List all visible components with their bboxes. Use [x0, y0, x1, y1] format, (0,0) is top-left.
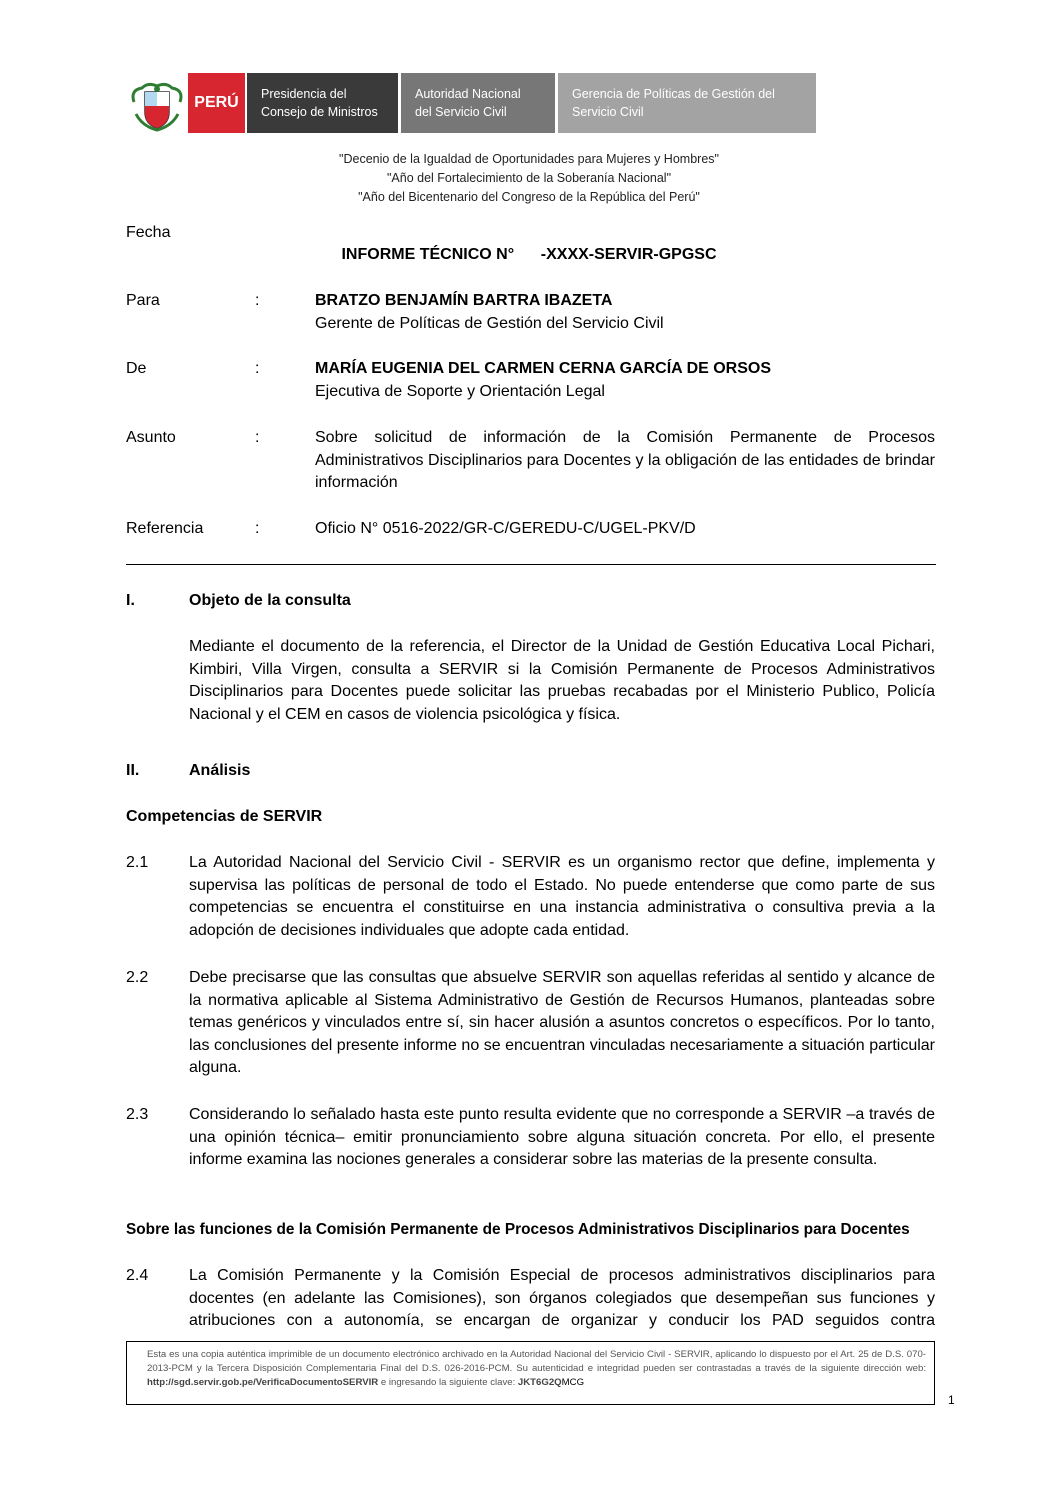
- para-label: Para: [126, 292, 160, 309]
- report-title: INFORME TÉCNICO N° -XXXX-SERVIR-GPGSC: [341, 246, 717, 263]
- decade-line-3: "Año del Bicentenario del Congreso de la República del Perú": [358, 190, 700, 204]
- asunto-colon: :: [255, 429, 260, 446]
- header-box-pcm: [247, 73, 398, 133]
- page-number: 1: [948, 1393, 955, 1407]
- verification-url[interactable]: http://sgd.servir.gob.pe/VerificaDocumentoSERVIR: [147, 1377, 379, 1388]
- header-box-pcm-line2: Consejo de Ministros: [261, 105, 378, 119]
- referencia-colon: :: [255, 520, 260, 537]
- verification-key: JKT6G2Q: [517, 1377, 562, 1388]
- peru-logo-text: PERÚ: [194, 94, 239, 111]
- asunto-text: Sobre solicitud de información de la Comisión Permanente de Procesos Administrativos Disciplinarios para Docentes y la obligación de las entidades de brindar información: [315, 429, 935, 492]
- authenticity-text-2: e ingresando la siguiente clave:: [378, 1377, 518, 1388]
- peru-logo: [188, 73, 245, 133]
- referencia-label: Referencia: [126, 520, 204, 537]
- section-1-text: Mediante el documento de la referencia, el Director de la Unidad de Gestión Educativa Local Pichari, Kimbiri, Villa Virgen, consulta a SERVIR si la Comisión Permanente de Procesos Administrativos Disciplinarios para Docentes puede solicitar las pruebas recabadas por el Ministerio Publico, Policía Nacional y el CEM en casos de violencia psicológica y física.: [189, 638, 935, 723]
- de-colon: :: [255, 360, 260, 377]
- de-role: Ejecutiva de Soporte y Orientación Legal: [315, 383, 605, 400]
- verification-suffix: MCG: [561, 1377, 585, 1388]
- de-label: De: [126, 360, 147, 377]
- subheading-funciones: Sobre las funciones de la Comisión Permanente de Procesos Administrativos Disciplinarios para Docentes: [126, 1221, 910, 1238]
- section-2-title: Análisis: [189, 762, 251, 779]
- fecha-label: Fecha: [126, 224, 171, 241]
- decade-line-2: "Año del Fortalecimiento de la Soberanía Nacional": [386, 171, 672, 185]
- referencia-text: Oficio N° 0516-2022/GR-C/GEREDU-C/UGEL-PKV/D: [315, 520, 696, 537]
- para-2-1-number: 2.1: [126, 854, 149, 871]
- header-box-gerencia: [558, 73, 816, 133]
- section-1-title: Objeto de la consulta: [189, 592, 351, 609]
- asunto-label: Asunto: [126, 429, 176, 446]
- decade-names: [0, 150, 1058, 207]
- para-2-4-text: La Comisión Permanente y la Comisión Especial de procesos administrativos disciplinarios para docentes (en adelante las Comisiones), son órganos colegiados que desempeñan sus funciones y atribuciones con a autonomía, se encargan de organizar y conducir los PAD seguidos contra: [189, 1267, 935, 1330]
- de-name: MARÍA EUGENIA DEL CARMEN CERNA GARCÍA DE ORSOS: [315, 360, 772, 377]
- section-2-number: II.: [126, 762, 140, 779]
- subheading-competencias: Competencias de SERVIR: [126, 808, 323, 825]
- para-2-1-text: La Autoridad Nacional del Servicio Civil - SERVIR es un organismo rector que define, implementa y supervisa las políticas de personal de todo el Estado. No puede entenderse que como parte de sus competencias se encuentra el constituirse en una instancia administrativa o consultiva previa a la adopción de decisiones individuales que adopte cada entidad.: [189, 854, 935, 939]
- para-2-4-number: 2.4: [126, 1267, 149, 1284]
- section-1-number: I.: [126, 592, 135, 609]
- coat-of-arms-icon: [128, 80, 186, 132]
- authenticity-text: Esta es una copia auténtica imprimible de un documento electrónico archivado en la Autoridad Nacional del Servicio Civil - SERVIR, aplicando lo dispuesto por el Art. 25 de D.S. 070-2013-PCM y la Tercera Disposición Complementaria Final del D.S. 026-2016-PCM. Su autenticidad e integridad pueden ser contrastadas a través de la siguiente dirección web:: [147, 1349, 926, 1374]
- header-box-gerencia-line1: Gerencia de Políticas de Gestión del: [572, 87, 775, 101]
- authenticity-notice: [126, 1341, 935, 1405]
- header-box-pcm-line1: Presidencia del: [261, 87, 347, 101]
- para-2-3-number: 2.3: [126, 1106, 149, 1123]
- para-name: BRATZO BENJAMÍN BARTRA IBAZETA: [315, 292, 613, 309]
- para-role: Gerente de Políticas de Gestión del Servicio Civil: [315, 315, 664, 332]
- header-box-servir-line2: del Servicio Civil: [415, 105, 507, 119]
- para-2-3-text: Considerando lo señalado hasta este punto resulta evidente que no corresponde a SERVIR –a través de una opinión técnica– emitir pronunciamiento sobre alguna situación concreta. Por ello, el presente informe examina las nociones generales a considerar sobre las materias de la presente consulta.: [189, 1106, 935, 1169]
- decade-line-1: "Decenio de la Igualdad de Oportunidades para Mujeres y Hombres": [339, 152, 719, 166]
- header-box-gerencia-line2: Servicio Civil: [572, 105, 644, 119]
- para-2-2-text: Debe precisarse que las consultas que absuelve SERVIR son aquellas referidas al sentido y alcance de la normativa aplicable al Sistema Administrativo de Gestión de Recursos Humanos, planteadas sobre temas genéricos y vinculados entre sí, sin hacer alusión a asuntos concretos o específicos. Por lo tanto, las conclusiones del presente informe no se encuentran vinculadas necesariamente a situación particular alguna.: [189, 969, 935, 1077]
- header-divider: [126, 564, 936, 565]
- para-colon: :: [255, 292, 260, 309]
- header-box-servir: [401, 73, 555, 133]
- header-box-servir-line1: Autoridad Nacional: [415, 87, 521, 101]
- para-2-2-number: 2.2: [126, 969, 149, 986]
